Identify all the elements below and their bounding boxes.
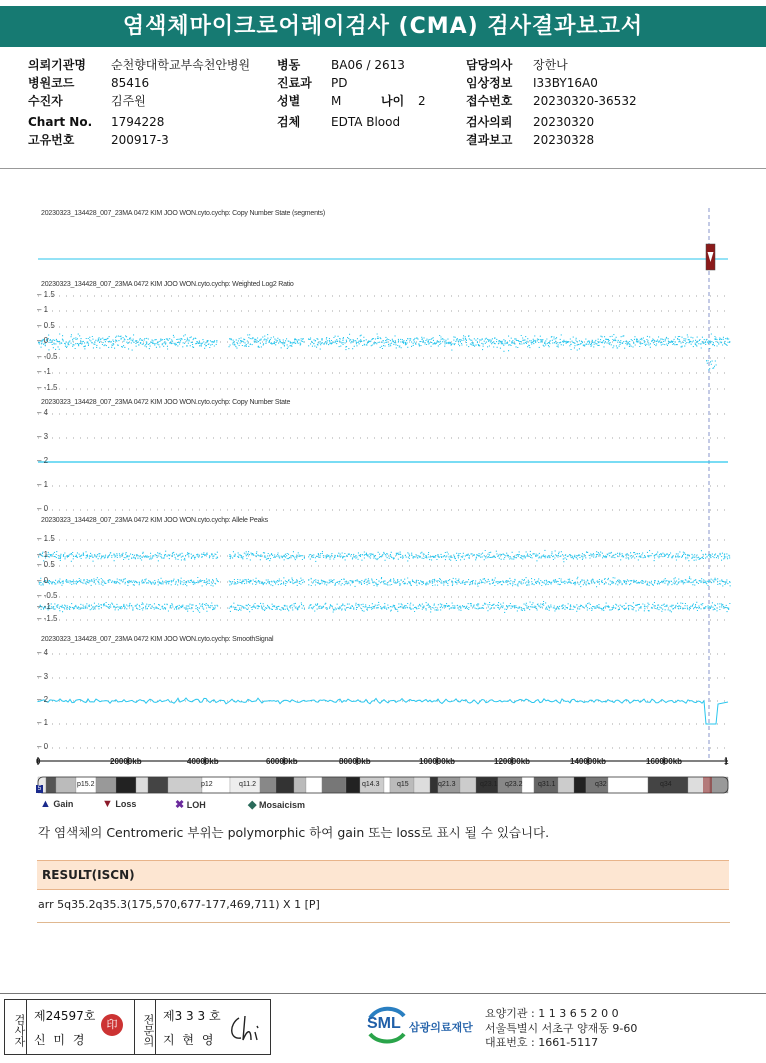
- chromosome-band: [346, 777, 360, 793]
- institution-code: 요양기관 : 1 1 3 6 5 2 0 0: [485, 1007, 619, 1020]
- band-label: q23.1: [480, 781, 498, 788]
- specialist-name: 지 현 영: [163, 1033, 216, 1047]
- label: 고유번호: [28, 133, 75, 147]
- x-tick-label: 140000kb: [570, 757, 607, 766]
- y-tick-label-smooth: – 3: [37, 672, 49, 681]
- allele-mid: [39, 577, 731, 587]
- y-tick-label-log2: – 0: [37, 336, 49, 345]
- label: 병동: [277, 58, 301, 72]
- chromosome-band: [306, 777, 322, 793]
- legend-loh: [175, 798, 206, 811]
- band-label: q15: [397, 781, 409, 788]
- track-title-log2: 20230323_134428_007_23MA 0472 KIM JOO WON.cyto.cychp: Weighted Log2 Ratio: [41, 281, 294, 288]
- result-text: arr 5q35.2q35.3(175,570,677-177,469,711) X 1 [P]: [38, 898, 320, 911]
- y-tick-label-allele: – 1.5: [37, 534, 55, 543]
- label: Chart No.: [28, 115, 93, 129]
- triangle-up-icon: ▲: [40, 798, 51, 810]
- chromosome-band: [430, 777, 438, 793]
- label: 성별: [277, 94, 301, 108]
- value: 1794228: [111, 115, 165, 129]
- y-tick-label-log2: – -1: [37, 367, 51, 376]
- chromosome-band: [148, 777, 168, 793]
- chromosome-band: [460, 777, 476, 793]
- value: 85416: [111, 76, 150, 90]
- log2-scatter: [38, 334, 730, 351]
- band-label: q34: [660, 781, 672, 788]
- legend-label: LOH: [186, 800, 206, 810]
- chromosome-band: [56, 777, 76, 793]
- org-name: 삼광의료재단: [409, 1021, 473, 1034]
- chromosome-band: [558, 777, 574, 793]
- y-tick-label-log2: – 1: [37, 305, 49, 314]
- band-label: p12: [201, 781, 213, 788]
- cross-icon: ✖: [175, 799, 185, 811]
- centromere-note: 각 염색체의 Centromeric 부위는 polymorphic 하여 gain 또는 loss로 표시 될 수 있습니다.: [38, 825, 550, 840]
- label: 수진자: [28, 94, 63, 108]
- chromosome-band: [522, 777, 534, 793]
- y-tick-label-allele: – 1: [37, 550, 49, 559]
- x-tick-label: 40000kb: [187, 757, 219, 766]
- y-tick-label-log2: – 1.5: [37, 290, 55, 299]
- y-tick-label-allele: – -1.5: [37, 614, 58, 623]
- chromosome-band: [574, 777, 586, 793]
- chromosome-band: [414, 777, 430, 793]
- y-tick-label-cns: – 4: [37, 408, 49, 417]
- value: I33BY16A0: [533, 76, 598, 90]
- track-title-cns: 20230323_134428_007_23MA 0472 KIM JOO WON.cyto.cychp: Copy Number State: [41, 399, 291, 406]
- chromosome-band: [46, 777, 56, 793]
- value: EDTA Blood: [331, 115, 401, 129]
- y-tick-label-smooth: – 0: [37, 742, 49, 751]
- specialist-number: 제3 3 3 호: [163, 1009, 221, 1023]
- y-tick-label-cns: – 2: [37, 456, 49, 465]
- report-title: 염색체마이크로어레이검사 (CMA) 검사결과보고서: [0, 6, 766, 47]
- x-tick-label: 60000kb: [266, 757, 298, 766]
- sml-text: SML: [367, 1015, 401, 1032]
- x-tick-label: 160000kb: [646, 757, 683, 766]
- ideogram-loss: [703, 777, 712, 793]
- y-tick-label-cns: – 0: [37, 504, 49, 513]
- y-tick-label-allele: – 0: [37, 576, 49, 585]
- result-divider: [37, 922, 730, 923]
- y-tick-label-smooth: – 4: [37, 648, 49, 657]
- result-heading: RESULT(ISCN): [37, 860, 729, 890]
- band-label: p15.2: [77, 781, 95, 788]
- band-label: q31.1: [538, 781, 556, 788]
- legend-mosaicism: [248, 798, 305, 811]
- chromosome-band: [136, 777, 148, 793]
- signature-box: [4, 999, 271, 1055]
- band-label: q21.3: [438, 781, 456, 788]
- y-tick-label-allele: – -0.5: [37, 591, 58, 600]
- label: 임상정보: [466, 76, 513, 90]
- label: 검사의뢰: [466, 115, 513, 129]
- label: 담당의사: [466, 58, 513, 72]
- diamond-icon: ◆: [248, 799, 257, 811]
- y-tick-label-smooth: – 2: [37, 695, 49, 704]
- address-line: 서울특별시 서초구 양재동 9-60: [485, 1021, 638, 1035]
- chromosome-band: [276, 777, 294, 793]
- value: 순천향대학교부속천안병원: [111, 58, 251, 72]
- org-address: [485, 1007, 637, 1051]
- value: 20230328: [533, 133, 595, 147]
- y-tick-label-log2: – -0.5: [37, 352, 58, 361]
- tester-label: 검사자: [5, 1000, 27, 1054]
- label: 의뢰기관명: [28, 58, 86, 72]
- footer-divider: [0, 993, 766, 994]
- chromosome-band: [608, 777, 648, 793]
- y-tick-label-cns: – 1: [37, 480, 49, 489]
- label: 접수번호: [466, 94, 513, 108]
- x-tick-label: 100000kb: [419, 757, 456, 766]
- smooth-line: [38, 698, 728, 724]
- tester-number: 제24597호: [34, 1009, 96, 1023]
- value: 20230320-36532: [533, 94, 637, 108]
- label: 병원코드: [28, 76, 75, 90]
- tester-name: 신 미 경: [34, 1033, 87, 1047]
- value: 200917-3: [111, 133, 169, 147]
- band-label: q32: [595, 781, 607, 788]
- chromosome-band: [294, 777, 306, 793]
- band-label: q11.2: [239, 781, 256, 788]
- chromosome-number: 5: [37, 786, 42, 792]
- chromosome-band: [116, 777, 136, 793]
- triangle-down-icon: ▼: [102, 798, 113, 810]
- label: 진료과: [277, 76, 312, 90]
- y-tick-label-smooth: – 1: [37, 718, 49, 727]
- value: PD: [331, 76, 348, 90]
- x-tick-label: 1: [724, 757, 729, 766]
- value: 김주원: [111, 94, 146, 108]
- seal-stamp: 印: [101, 1014, 123, 1036]
- value: 장한나: [533, 58, 568, 72]
- value: BA06 / 2613: [331, 58, 405, 72]
- legend-loss: [102, 798, 136, 810]
- signature-icon: [223, 1010, 267, 1046]
- label: 결과보고: [466, 133, 513, 147]
- chromosome-band: [168, 777, 202, 793]
- legend-label: Mosaicism: [258, 800, 306, 810]
- y-tick-label-allele: – -1: [37, 602, 51, 611]
- y-tick-label-log2: – -1.5: [37, 383, 58, 392]
- value: M: [331, 94, 342, 108]
- label: 검체: [277, 115, 301, 129]
- track-title-allele: 20230323_134428_007_23MA 0472 KIM JOO WON.cyto.cychp: Allele Peaks: [41, 517, 268, 524]
- allele-lower: [39, 602, 731, 613]
- track-title-smooth: 20230323_134428_007_23MA 0472 KIM JOO WON.cyto.cychp: SmoothSignal: [41, 636, 274, 643]
- phone-line: 대표번호 : 1661-5117: [485, 1036, 599, 1049]
- chromosome-band: [710, 777, 728, 793]
- chromosome-band: [322, 777, 346, 793]
- chromosome-band: [260, 777, 276, 793]
- x-tick-label: 0: [36, 757, 41, 766]
- track-title-segments: 20230323_134428_007_23MA 0472 KIM JOO WON.cyto.cychp: Copy Number State (segments): [41, 210, 325, 217]
- age-value: 2: [418, 94, 426, 108]
- chromosome-band: [384, 777, 390, 793]
- legend-gain: [40, 798, 73, 810]
- legend-label: Gain: [53, 799, 74, 809]
- legend-label: Loss: [115, 799, 137, 809]
- x-tick-label: 80000kb: [339, 757, 371, 766]
- y-tick-label-log2: – 0.5: [37, 321, 55, 330]
- band-label: q14.3: [362, 781, 380, 788]
- y-tick-label-allele: – 0.5: [37, 560, 55, 569]
- chromosome-band: [96, 777, 116, 793]
- age-label: 나이: [381, 94, 405, 108]
- y-tick-label-cns: – 3: [37, 432, 49, 441]
- x-tick-label: 20000kb: [110, 757, 142, 766]
- x-tick-label: 120000kb: [494, 757, 531, 766]
- band-label: q23.2: [505, 781, 523, 788]
- specialist-label: 전문의: [134, 1000, 156, 1054]
- value: 20230320: [533, 115, 595, 129]
